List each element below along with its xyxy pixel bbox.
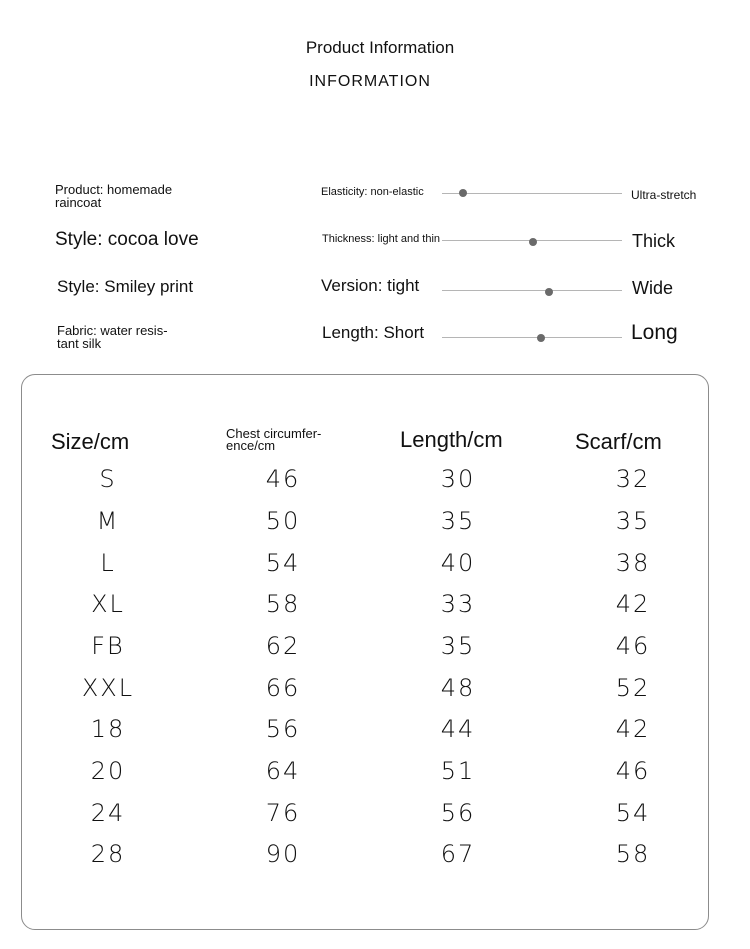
attribute-style-2: Style: Smiley print [57,277,194,296]
table-cell-chest: 54 [265,549,301,577]
attribute-style-1: Style: cocoa love [55,229,199,250]
table-cell-scarf: 35 [615,507,651,535]
table-cell-length: 44 [440,715,476,743]
scale-thickness-label: Thickness: light and thin [322,233,441,245]
scale-elasticity-marker [459,189,467,197]
table-cell-chest: 90 [265,840,301,868]
table-cell-size: 28 [90,840,126,868]
table-header-length: Length/cm [400,427,503,452]
scale-thickness-marker [529,238,537,246]
table-header-chest: Chest circumfer- ence/cm [226,426,322,453]
table-cell-size: L [100,549,116,577]
table-cell-length: 56 [440,799,476,827]
scale-elasticity-track [442,193,622,194]
scale-elasticity-label: Elasticity: non-elastic [321,186,424,198]
table-cell-scarf: 42 [615,715,651,743]
table-cell-length: 30 [440,465,476,493]
table-cell-size: M [96,507,120,535]
table-cell-chest: 56 [265,715,301,743]
table-cell-chest: 76 [265,799,301,827]
table-cell-scarf: 32 [615,465,651,493]
table-cell-scarf: 42 [615,590,651,618]
scale-version-track [442,290,622,291]
scale-thickness-end-label: Thick [632,231,676,251]
table-header-scarf: Scarf/cm [575,429,662,454]
scale-length-marker [537,334,545,342]
attribute-product: Product: homemade raincoat [55,182,173,210]
table-cell-scarf: 38 [615,549,651,577]
scale-elasticity-end-label: Ultra-stretch [631,188,697,202]
table-cell-size: XL [91,590,125,618]
page-title: Product Information [305,38,455,57]
scale-version-end-label: Wide [632,278,674,298]
table-cell-length: 67 [440,840,476,868]
table-cell-size: S [99,465,117,493]
table-cell-chest: 58 [265,590,301,618]
scale-version-marker [545,288,553,296]
table-cell-size: 20 [90,757,126,785]
table-cell-chest: 62 [265,632,301,660]
table-cell-scarf: 46 [615,632,651,660]
page-subtitle: INFORMATION [309,73,431,90]
table-cell-size: XXL [81,674,135,702]
table-cell-scarf: 58 [615,840,651,868]
table-header-size: Size/cm [51,429,130,454]
table-cell-chest: 66 [265,674,301,702]
scale-length-label: Length: Short [322,323,425,342]
table-cell-length: 51 [440,757,476,785]
table-cell-chest: 64 [265,757,301,785]
table-cell-scarf: 46 [615,757,651,785]
scale-version-label: Version: tight [321,276,420,295]
table-cell-scarf: 52 [615,674,651,702]
table-cell-chest: 46 [265,465,301,493]
table-cell-length: 48 [440,674,476,702]
table-cell-length: 33 [440,590,476,618]
scale-length-track [442,337,622,338]
scale-length-end-label: Long [631,321,678,344]
table-cell-length: 40 [440,549,476,577]
table-cell-size: 24 [90,799,126,827]
table-cell-scarf: 54 [615,799,651,827]
table-cell-length: 35 [440,632,476,660]
table-cell-length: 35 [440,507,476,535]
table-cell-size: 18 [90,715,126,743]
table-cell-size: FB [91,632,125,660]
attribute-fabric: Fabric: water resis- tant silk [57,323,168,351]
table-cell-chest: 50 [265,507,301,535]
